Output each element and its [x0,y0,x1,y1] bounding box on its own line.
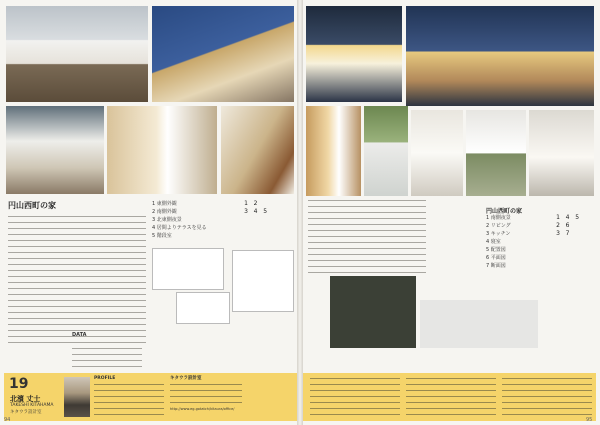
right-caption-key [554,214,594,238]
left-caption-key [242,200,292,216]
key-3: 3 [244,208,248,215]
qa-col-1 [310,378,400,420]
spread-gutter [297,0,303,425]
architect-portrait [64,377,90,417]
r-caption-2: 2 リビング [486,223,511,229]
photo-east-exterior [6,6,148,102]
page-number-right: 95 [586,417,593,423]
key-1: 1 [244,200,248,207]
profile-text [94,384,164,420]
caption-4: 4 居間よりテラスを見る [152,225,207,231]
profile-number: 19 [9,376,29,392]
architect-name-en: TAKESHI KITAHAMA [10,403,54,408]
key-5: 5 [263,208,268,215]
photo-window-green [364,106,408,196]
data-heading: DATA [72,332,87,338]
key-2: 2 [253,200,258,207]
caption-5: 5 階段室 [152,233,172,239]
r-caption-6: 6 平面図 [486,255,506,261]
r-key-5: 5 [575,214,580,221]
right-project-title: 円山西町の家 [486,208,523,215]
office-address [170,384,242,408]
r-key-4: 4 [565,214,570,221]
photo-interior-white [411,110,463,196]
photo-south-exterior [152,6,294,102]
data-text [72,342,142,372]
r-caption-1: 1 南側夜景 [486,215,511,221]
key-4: 4 [253,208,258,215]
r-caption-7: 7 断面図 [486,263,506,269]
r-caption-3: 3 キッチン [486,231,511,237]
caption-2: 2 南側外観 [152,209,177,215]
caption-3: 3 北東側夜景 [152,217,182,223]
r-key-3: 3 [556,230,560,237]
right-body-text [308,200,426,278]
floor-plan-drawing [152,248,224,290]
r-key-6: 6 [565,222,570,229]
section-drawing [176,292,230,324]
r-caption-4: 4 寝室 [486,239,501,245]
office-label: キタウラ設計室 [170,376,202,381]
site-plan-drawing [232,250,294,312]
architect-office: キタウラ設計室 [10,410,42,415]
photo-interior-living [107,106,217,194]
r-key-7: 7 [565,230,570,237]
right-captions [486,214,546,270]
photo-exterior-garden [466,110,526,196]
photo-stair [221,106,294,194]
model-photo [420,300,538,348]
left-page-title: 円山西町の家 [8,201,56,210]
caption-1: 1 東側外観 [152,201,177,207]
r-key-1: 1 [556,214,560,221]
photo-snow-exterior [6,106,104,194]
page-number-left: 94 [4,417,11,423]
site-model-photo [330,276,416,348]
r-key-2: 2 [556,222,560,229]
profile-label: PROFILE [94,376,116,381]
photo-interior-space [529,110,594,196]
r-caption-5: 5 配置図 [486,247,506,253]
architect-name-jp: 北濱 丈士 [10,395,41,403]
left-captions [152,200,238,240]
photo-night-courtyard [406,6,594,106]
left-body-text-col1 [8,216,146,348]
qa-col-2 [406,378,496,420]
qa-col-3 [502,378,592,420]
photo-interior-warm [306,106,361,196]
office-url: http://www.eg.gotatch/kitaura/office/ [170,407,235,411]
photo-night-facade [306,6,402,102]
